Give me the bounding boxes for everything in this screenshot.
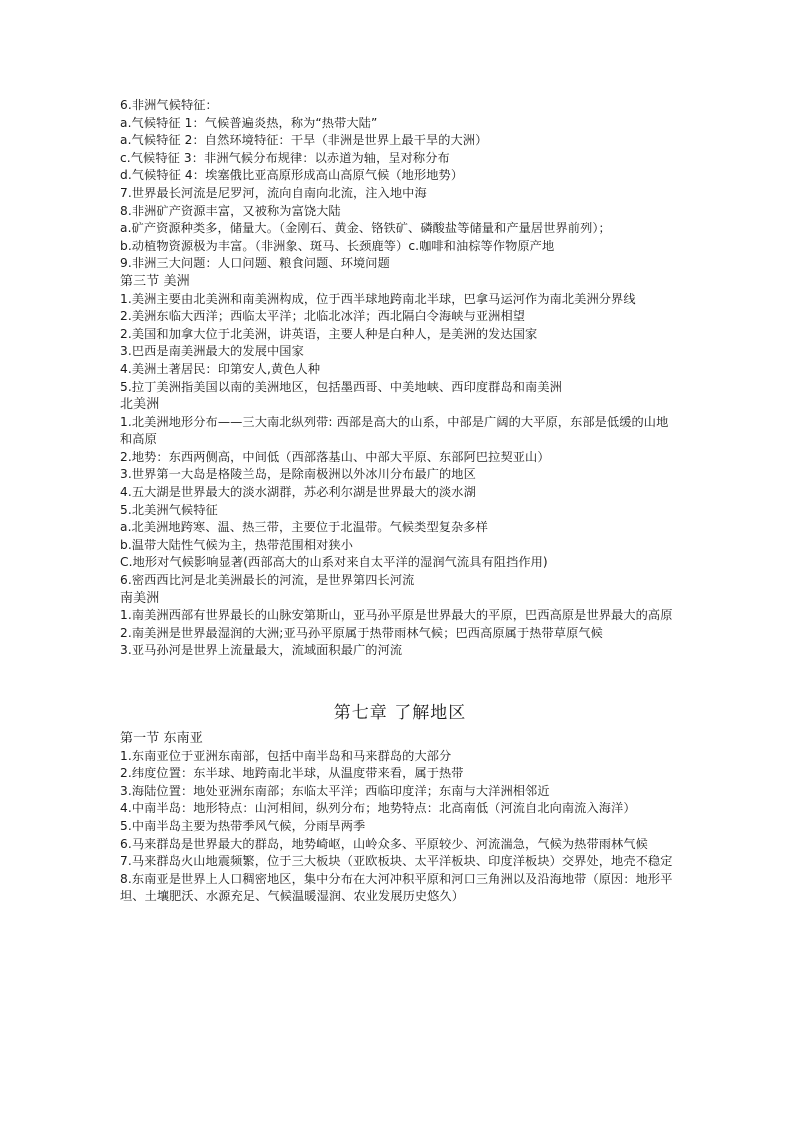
- section-heading: 北美洲: [120, 397, 160, 413]
- note-line: 6.马来群岛是世界最大的群岛，地势崎岖，山岭众多、平原较少、河流湍急，气候为热带雨林气候: [120, 836, 648, 851]
- note-line: b.动植物资源极为丰富。（非洲象、斑马、长颈鹿等）c.咖啡和油棕等作物原产地: [120, 238, 555, 253]
- note-line: a.气候特征 1：气候普遍炎热，称为“热带大陆”: [120, 115, 378, 130]
- note-line: d.气候特征 4：埃塞俄比亚高原形成高山高原气候（地形地势）: [120, 168, 464, 183]
- note-line: 5.北美洲气候特征: [120, 502, 218, 517]
- southeast-asia-notes: [120, 730, 680, 906]
- note-line: 3.亚马孙河是世界上流量最大，流域面积最广的河流: [120, 643, 403, 658]
- section-heading: 第三节 美洲: [120, 273, 190, 289]
- note-line: 3.巴西是南美洲最大的发展中国家: [120, 344, 304, 359]
- note-line: 8.非洲矿产资源丰富，又被称为富饶大陆: [120, 203, 341, 218]
- section-heading: 南美洲: [120, 590, 160, 606]
- document-page: [120, 97, 680, 906]
- note-line: a.气候特征 2：自然环境特征：干旱（非洲是世界上最干旱的大洲）: [120, 133, 488, 148]
- section-heading: 第一节 东南亚: [120, 731, 203, 746]
- note-line: 6.非洲气候特征：: [120, 98, 218, 112]
- note-line: 4.五大湖是世界最大的淡水湖群，苏必利尔湖是世界最大的淡水湖: [120, 485, 476, 500]
- note-line: C.地形对气候影响显著(西部高大的山系对来自太平洋的湿润气流具有阻挡作用): [120, 555, 548, 570]
- note-line: 2.美洲东临大西洋；西临太平洋；北临北冰洋；西北隔白令海峡与亚洲相望: [120, 309, 526, 324]
- note-line: 7.马来群岛火山地震频繁，位于三大板块（亚欧板块、太平洋板块、印度洋板块）交界处，地壳不稳定: [120, 854, 673, 869]
- note-line: 1.北美洲地形分布——三大南北纵列带: 西部是高大的山系，中部是广阔的大平原，东部是低缓的山地和高原: [120, 414, 669, 447]
- note-line: 2.地势：东西两侧高，中间低（西部落基山、中部大平原、东部阿巴拉契亚山）: [120, 449, 550, 464]
- note-line: 5.中南半岛主要为热带季风气候，分雨旱两季: [120, 818, 366, 833]
- note-line: 2.南美洲是世界最湿润的大洲;亚马孙平原属于热带雨林气候；巴西高原属于热带草原气候: [120, 625, 603, 640]
- note-line: 5.拉丁美洲指美国以南的美洲地区，包括墨西哥、中美地峡、西印度群岛和南美洲: [120, 379, 562, 394]
- note-line: 1.东南亚位于亚洲东南部，包括中南半岛和马来群岛的大部分: [120, 748, 452, 763]
- note-line: c.气候特征 3：非洲气候分布规律：以赤道为轴，呈对称分布: [120, 150, 450, 165]
- note-line: 4.中南半岛：地形特点：山河相间，纵列分布；地势特点：北高南低（河流自北向南流入海洋）: [120, 801, 636, 816]
- note-line: a.北美洲地跨寒、温、热三带，主要位于北温带。气候类型复杂多样: [120, 520, 488, 535]
- note-line: 1.美洲主要由北美洲和南美洲构成，位于西半球地跨南北半球，巴拿马运河作为南北美洲分界线: [120, 291, 636, 306]
- chapter-title: 第七章 了解地区: [333, 703, 467, 723]
- note-line: 2.美国和加拿大位于北美洲，讲英语，主要人种是白种人，是美洲的发达国家: [120, 326, 538, 341]
- africa-america-notes: [120, 97, 680, 660]
- note-line: a.矿产资源种类多，储量大。（金刚石、黄金、铬铁矿、磷酸盐等储量和产量居世界前列）；: [120, 221, 611, 236]
- note-line: 1.南美洲西部有世界最长的山脉安第斯山，亚马孙平原是世界最大的平原，巴西高原是世界最大的高原: [120, 608, 673, 623]
- note-line: 3.世界第一大岛是格陵兰岛，是除南极洲以外冰川分布最广的地区: [120, 467, 476, 482]
- note-line: 9.非洲三大问题：人口问题、粮食问题、环境问题: [120, 256, 390, 271]
- note-line: b.温带大陆性气候为主，热带范围相对狭小: [120, 537, 353, 552]
- note-line: 6.密西西比河是北美洲最长的河流，是世界第四长河流: [120, 573, 415, 588]
- note-line: 8.东南亚是世界上人口稠密地区，集中分布在大河冲积平原和河口三角洲以及沿海地带（原因：地形平坦、土壤肥沃、水源充足、气候温暖湿润、农业发展历史悠久）: [120, 871, 673, 904]
- note-line: 3.海陆位置：地处亚洲东南部；东临太平洋；西临印度洋；东南与大洋洲相邻近: [120, 783, 550, 798]
- note-line: 7.世界最长河流是尼罗河，流向自南向北流，注入地中海: [120, 185, 427, 200]
- note-line: 2.纬度位置：东半球、地跨南北半球，从温度带来看，属于热带: [120, 766, 464, 781]
- note-line: 4.美洲土著居民：印第安人,黄色人种: [120, 361, 321, 376]
